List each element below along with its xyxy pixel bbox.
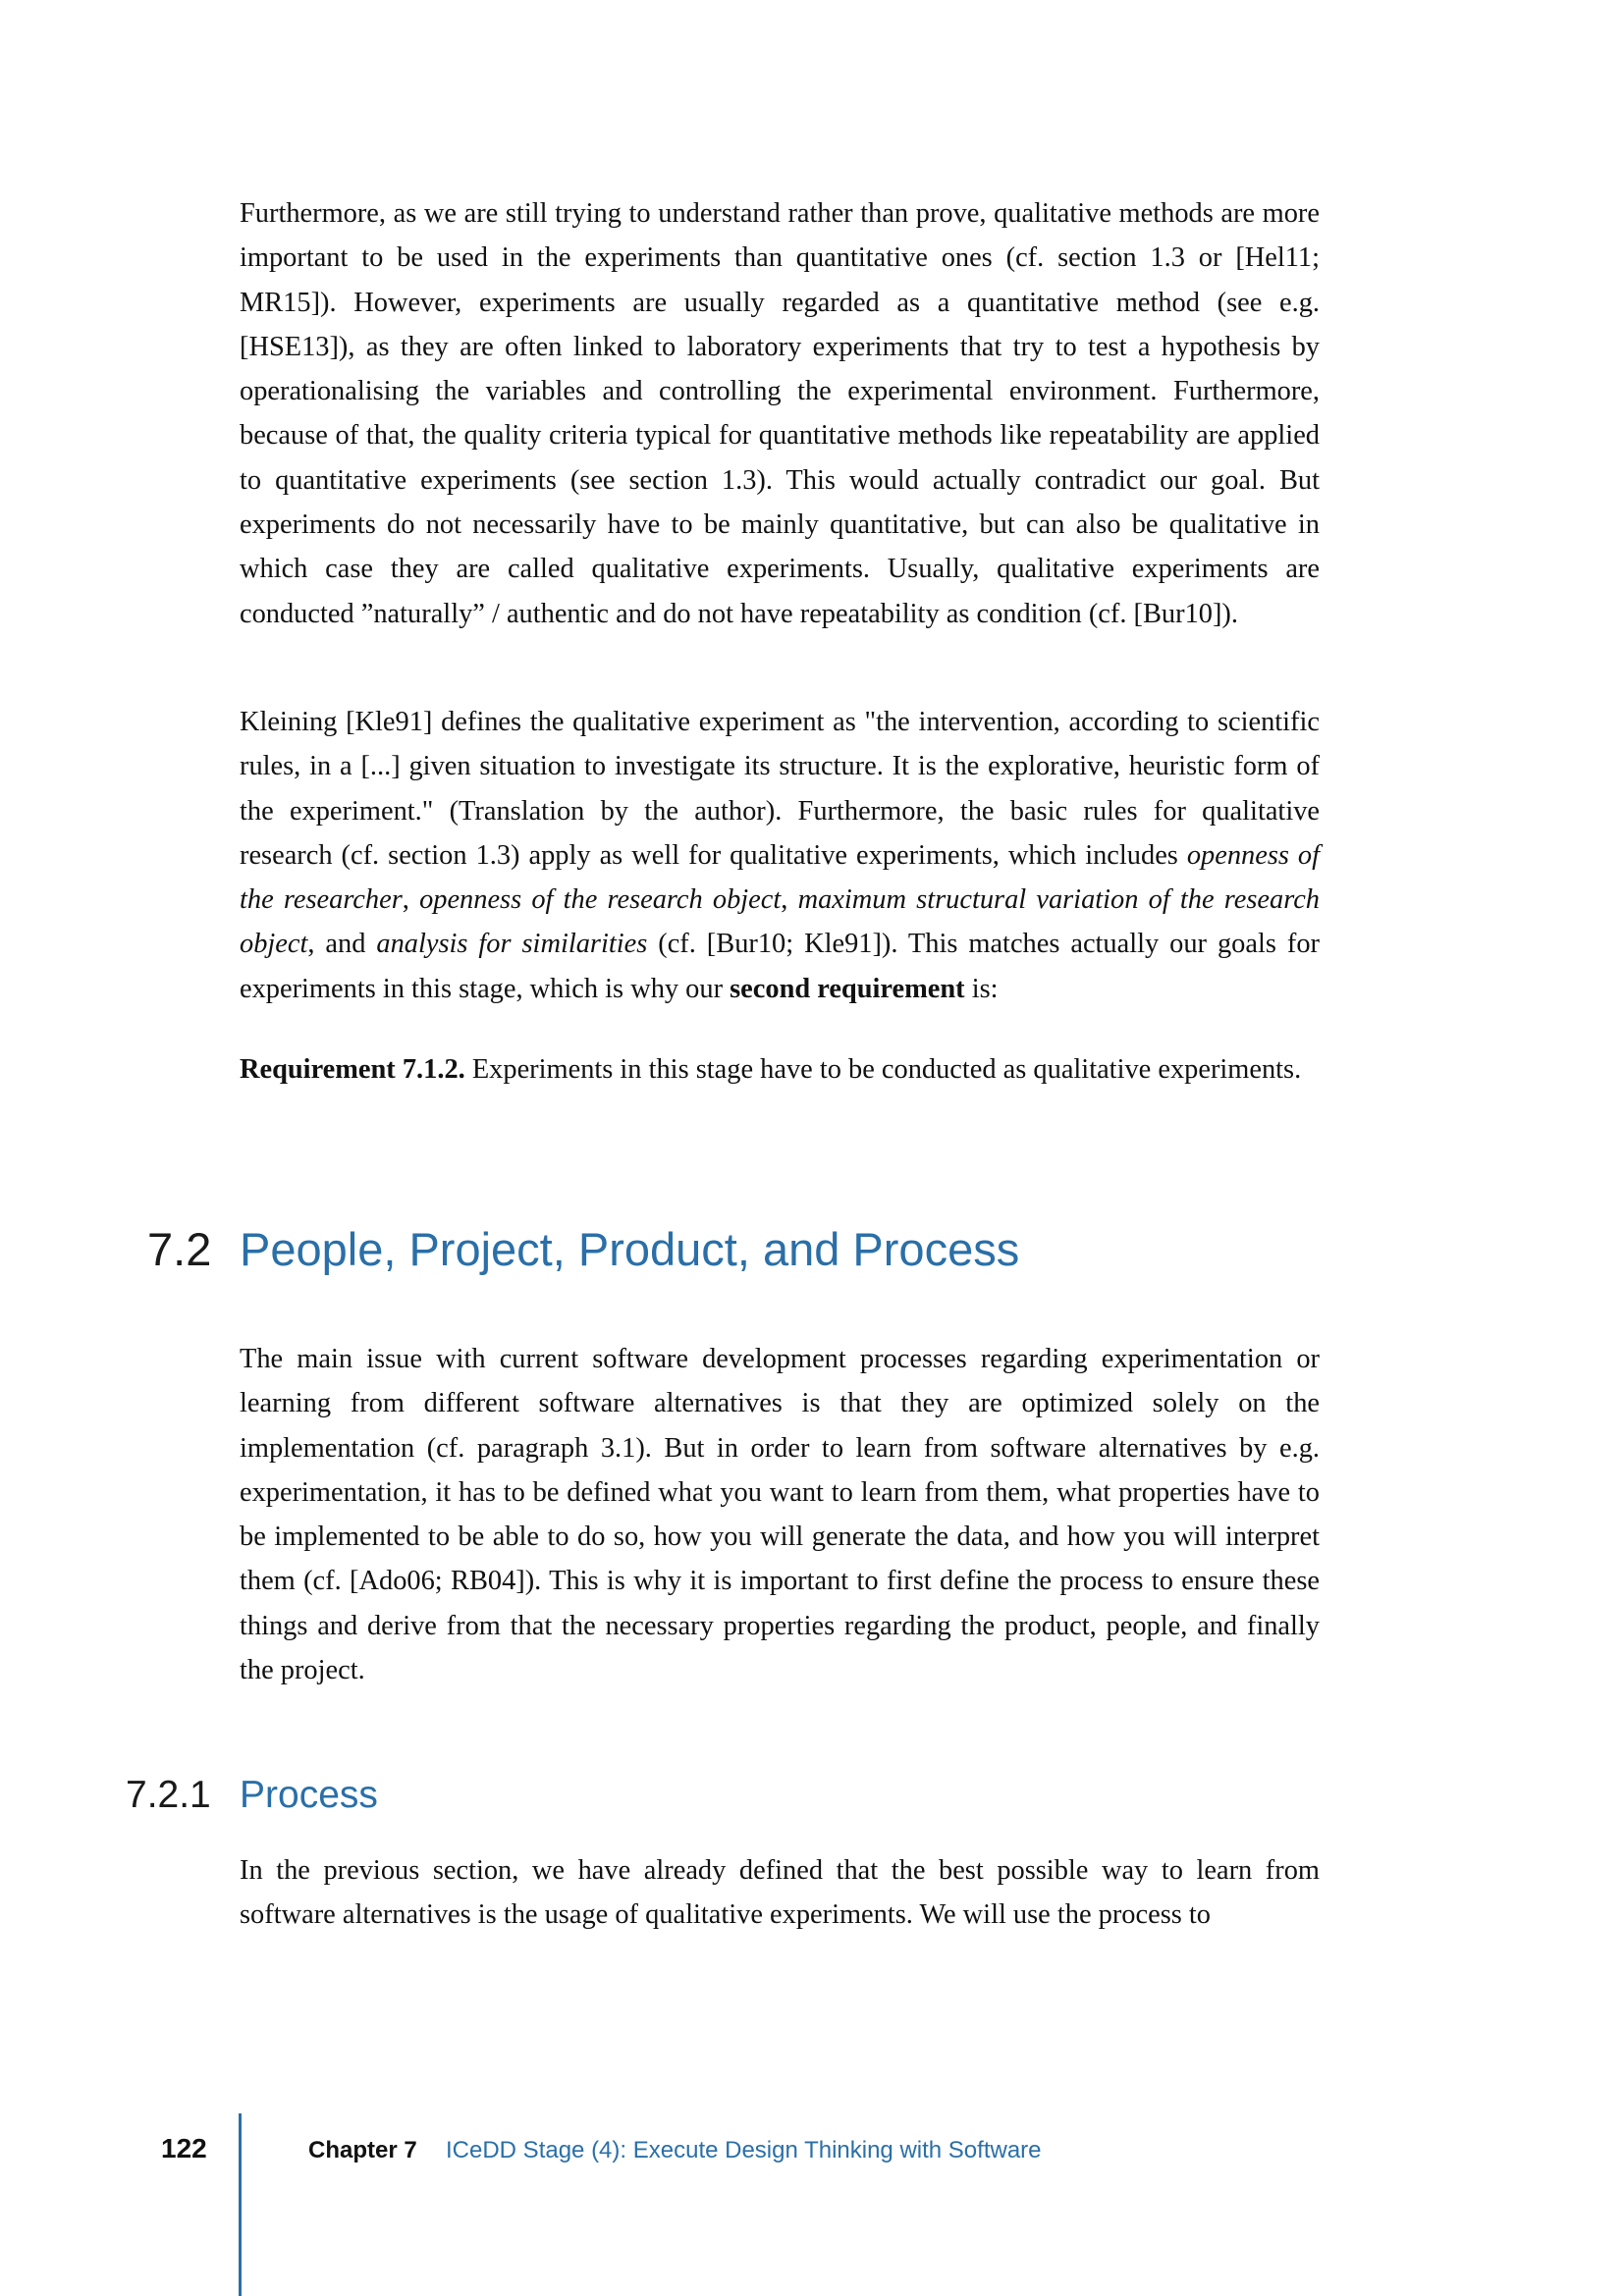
page-footer <box>0 2133 1624 2182</box>
paragraph-main-issue <box>240 1337 1320 1692</box>
chapter-title: ICeDD Stage (4): Execute Design Thinking with Software <box>446 2137 1042 2163</box>
text-run: , <box>402 884 420 916</box>
bold-term-second-requirement: second requirement <box>730 973 965 1004</box>
italic-term-openness-object: openness of the research object <box>419 884 782 916</box>
section-heading-7-2-1 <box>126 1771 378 1820</box>
section-heading-7-2 <box>147 1220 1020 1279</box>
italic-term-openness-researcher: openness of the researcher <box>240 839 1321 916</box>
paragraph-qualitative-methods <box>240 191 1320 636</box>
paragraph-text: The main issue with current software development processes regarding experimentation or learning from different software alternatives is that they are optimized solely on the implementation (cf. paragraph 3.1). But in order to learn from software alternatives by e.g. experimentation, it has to be defined what you want to learn from them, what properties have to be implemented to be able to do so, how you will generate the data, and how you will interpret them (cf. [Ado06; RB04]). This is why it is important to first define the process to ensure these things and derive from that the necessary properties regarding the product, people, and finally the project. <box>240 1344 1320 1686</box>
text-run: , <box>781 884 798 916</box>
text-run: is: <box>964 973 999 1004</box>
italic-term-structural-variation: maximum structural variation of the research object <box>240 884 1321 960</box>
page-number: 122 <box>161 2133 207 2163</box>
italic-term-analysis-similarities: analysis for similarities <box>376 929 648 960</box>
requirement-label: Requirement 7.1.2. <box>240 1054 465 1085</box>
paragraph-previous-section <box>240 1848 1320 1938</box>
paragraph-text <box>240 700 1320 1011</box>
section-number: 7.2.1 <box>126 1774 211 1816</box>
paragraph-text: Furthermore, as we are still trying to understand rather than prove, qualitative methods are more important to be used in the experiments than quantitative ones (cf. section 1.3 or [Hel11; MR15]). However, experiments are usually regarded as a quantitative method (see e.g. [HSE13]), as they are often linked to laboratory experiments that try to test a hypothesis by operationalising the variables and controlling the experimental environment. Furthermore, because of that, the quality criteria typical for quantitative methods like repeatability are applied to quantitative experiments (see section 1.3). This would actually contradict our goal. But experiments do not necessarily have to be mainly quantitative, but can also be qualitative in which case they are called qualitative experiments. Usually, qualitative experiments are conducted ”naturally” / authentic and do not have repeatability as condition (cf. [Bur10]). <box>240 198 1320 629</box>
chapter-label: Chapter 7 <box>308 2137 417 2163</box>
section-title: People, Project, Product, and Process <box>240 1223 1020 1275</box>
paragraph-kleining-definition <box>240 700 1320 1011</box>
requirement-block <box>240 1047 1320 1092</box>
requirement-body: Experiments in this stage have to be conducted as qualitative experiments. <box>464 1054 1302 1085</box>
text-run: (cf. [Bur10; Kle91]). This matches actually our goals for experiments in this stage, which is why our <box>240 929 1320 1004</box>
text-run: Kleining [Kle91] defines the qualitative experiment as "the intervention, according to scientific rules, in a [...] given situation to investigate its structure. It is the explorative, heuristic form of the experiment." (Translation by the author). Furthermore, the basic rules for qualitative research (cf. section 1.3) apply as well for qualitative experiments, which includes <box>240 707 1320 871</box>
text-run: , and <box>307 929 377 960</box>
section-number: 7.2 <box>147 1223 212 1275</box>
requirement-text <box>240 1047 1320 1092</box>
section-title: Process <box>240 1774 378 1816</box>
paragraph-text: In the previous section, we have already defined that the best possible way to learn from software alternatives is the usage of qualitative experiments. We will use the process to <box>240 1855 1320 1931</box>
